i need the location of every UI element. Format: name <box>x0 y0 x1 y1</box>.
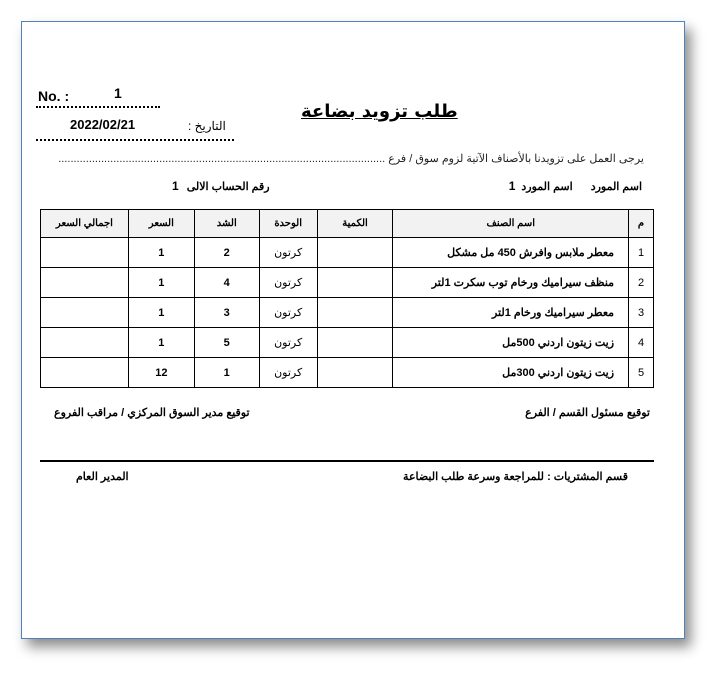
cell-index: 1 <box>629 238 654 268</box>
cell-quantity <box>317 358 393 388</box>
header-index: م <box>629 210 654 238</box>
account-label: رقم الحساب الالى <box>186 181 270 193</box>
cell-total <box>41 328 129 358</box>
cell-pack: 4 <box>194 268 259 298</box>
header-pack: الشد <box>194 210 259 238</box>
cell-index: 2 <box>629 268 654 298</box>
cell-pack: 3 <box>194 298 259 328</box>
cell-pack: 5 <box>194 328 259 358</box>
cell-quantity <box>317 238 393 268</box>
cell-total <box>41 238 129 268</box>
table-row <box>41 328 654 358</box>
cell-quantity <box>317 298 393 328</box>
items-table <box>40 209 654 388</box>
table-row <box>41 238 654 268</box>
supplier-name-label: اسم المورد <box>521 181 573 193</box>
document-page <box>21 21 685 639</box>
header-price: السعر <box>128 210 194 238</box>
divider <box>40 460 654 462</box>
document-title: طلب تزويد بضاعة <box>301 101 458 122</box>
header-total: اجمالي السعر <box>41 210 129 238</box>
account-line <box>172 179 270 193</box>
date-dotted-line <box>36 139 234 141</box>
cell-total <box>41 298 129 328</box>
date-label: التاريخ : <box>188 119 226 133</box>
request-number-label: No. : <box>38 88 70 104</box>
supplier-line <box>509 179 642 193</box>
cell-pack: 2 <box>194 238 259 268</box>
cell-price: 1 <box>128 268 194 298</box>
table-row <box>41 268 654 298</box>
header-quantity: الكمية <box>317 210 393 238</box>
cell-index: 5 <box>629 358 654 388</box>
date-value: 2022/02/21 <box>70 117 136 132</box>
table-header-row <box>41 210 654 238</box>
account-value: 1 <box>172 179 179 193</box>
cell-total <box>41 358 129 388</box>
cell-price: 1 <box>128 328 194 358</box>
cell-price: 1 <box>128 238 194 268</box>
cell-unit: كرتون <box>259 298 317 328</box>
cell-item-name: زيت زيتون اردني 500مل <box>393 328 629 358</box>
section-head-signature: توقيع مسئول القسم / الفرع <box>525 407 650 419</box>
supplier-name-value: 1 <box>508 179 516 193</box>
cell-item-name: معطر سيراميك ورخام 1لتر <box>393 298 629 328</box>
cell-quantity <box>317 328 393 358</box>
header-item-name: اسم الصنف <box>393 210 629 238</box>
general-manager-signature: المدير العام <box>76 471 129 483</box>
purchases-note: قسم المشتريات : للمراجعة وسرعة طلب البضاعة <box>403 471 628 483</box>
cell-item-name: منظف سيراميك ورخام توب سكرت 1لتر <box>393 268 629 298</box>
cell-unit: كرتون <box>259 268 317 298</box>
header-unit: الوحدة <box>259 210 317 238</box>
cell-price: 1 <box>128 298 194 328</box>
cell-index: 3 <box>629 298 654 328</box>
table-row <box>41 298 654 328</box>
number-dotted-line <box>36 106 160 108</box>
cell-total <box>41 268 129 298</box>
cell-unit: كرتون <box>259 328 317 358</box>
cell-pack: 1 <box>194 358 259 388</box>
table-row <box>41 358 654 388</box>
cell-unit: كرتون <box>259 238 317 268</box>
supplier-label: اسم المورد <box>590 181 642 193</box>
cell-price: 12 <box>128 358 194 388</box>
cell-item-name: زيت زيتون اردني 300مل <box>393 358 629 388</box>
cell-unit: كرتون <box>259 358 317 388</box>
request-text: يرجى العمل على تزويدنا بالأصناف الآتية لزوم سوق / فرع ........................................................................................................... <box>58 153 644 165</box>
cell-quantity <box>317 268 393 298</box>
cell-index: 4 <box>629 328 654 358</box>
central-manager-signature: توقيع مدير السوق المركزي / مراقب الفروع <box>54 407 250 419</box>
request-number-value: 1 <box>114 85 122 101</box>
cell-item-name: معطر ملابس وافرش 450 مل مشكل <box>393 238 629 268</box>
